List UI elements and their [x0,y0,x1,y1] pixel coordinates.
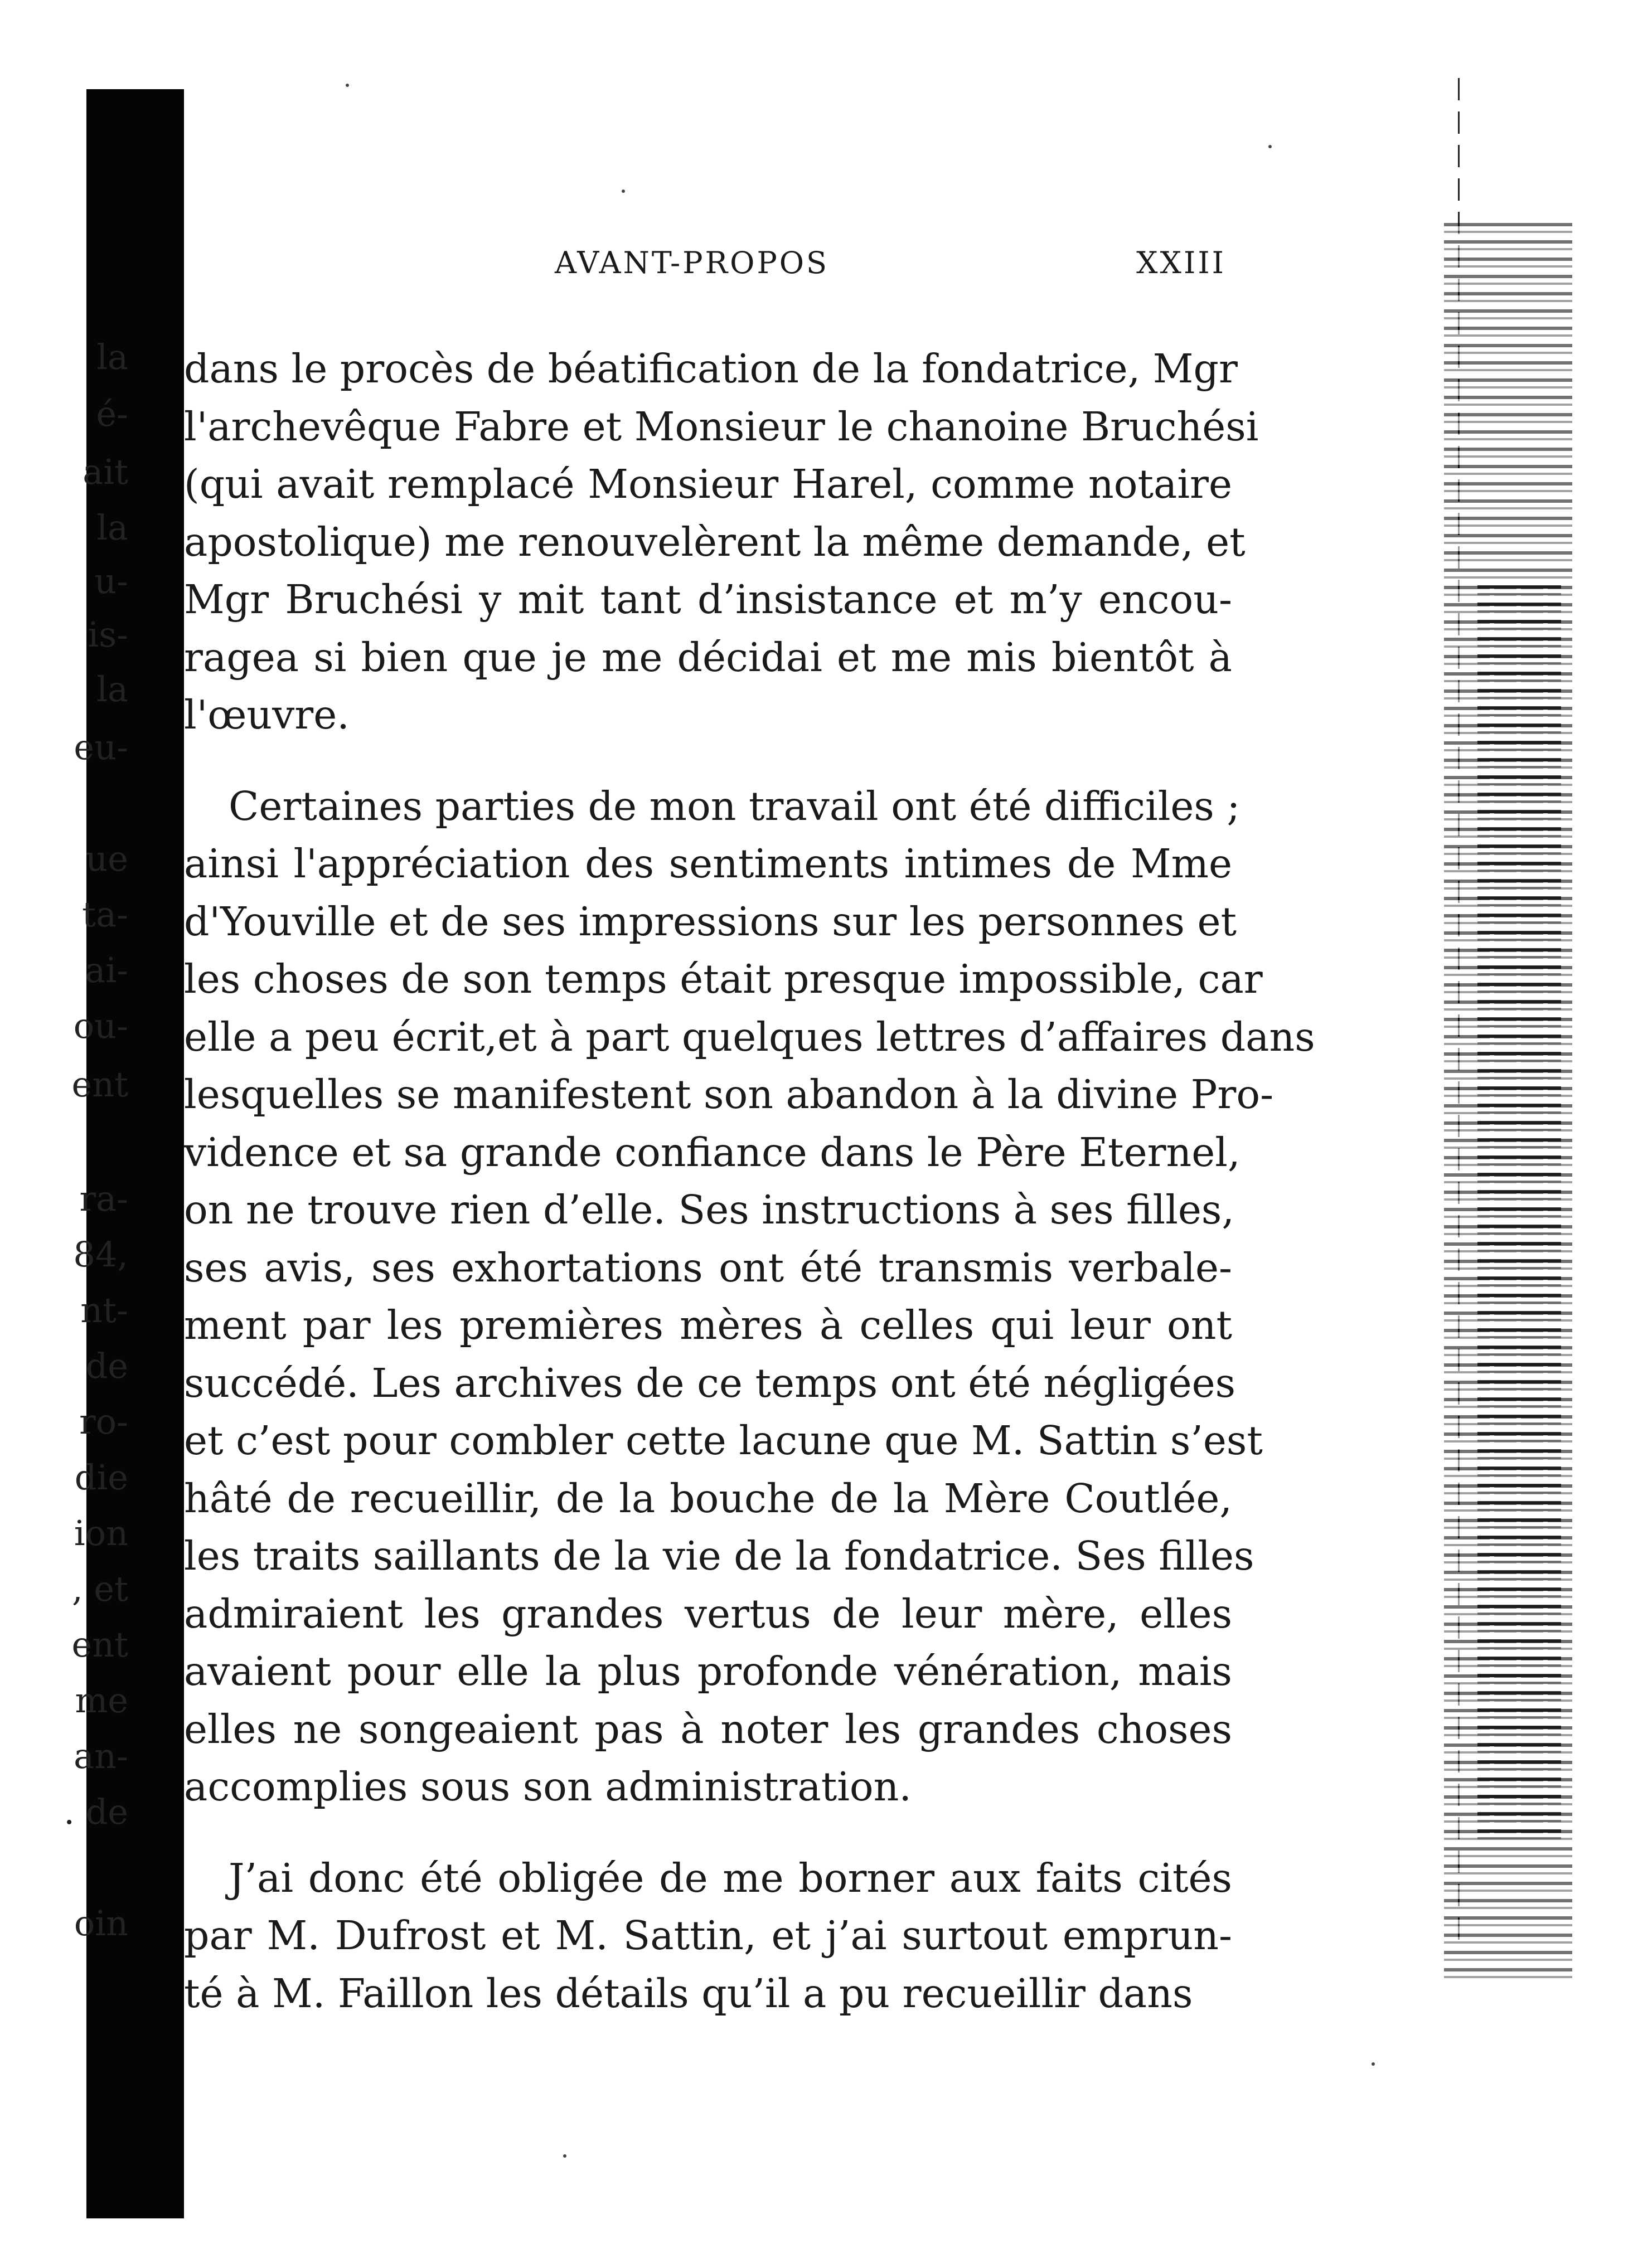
scan-speck [563,2154,566,2158]
text-line: et c’est pour combler cette lacune que M. Sattin s’est [184,1417,1263,1464]
header-title: AVANT-PROPOS [555,245,830,280]
text-line: elles ne songeaient pas à noter les grandes choses [184,1706,1232,1752]
text-line: apostolique) me renouvelèrent la même demande, et [184,518,1246,565]
bleed-fragment: 84, [73,1234,128,1275]
bleed-fragment: ion [74,1513,128,1553]
text-line: les choses de son temps était presque impossible, car [184,956,1263,1002]
bleed-fragment: de [85,1346,128,1386]
bleed-fragment: is- [88,614,128,655]
text-line: accomplies sous son administration. [184,1764,912,1810]
bleed-fragment: , et [71,1568,128,1609]
bleed-fragment: ou- [73,1006,128,1046]
text-line: ragea si bien que je me décidai et me mis bientôt à [184,634,1232,681]
text-line: succédé. Les archives de ce temps ont été négligées [184,1359,1236,1406]
bleed-fragment: ue [85,838,128,879]
text-line: Mgr Bruchési y mit tant d’insistance et m’y encou- [184,576,1232,623]
bleed-fragment: die [74,1457,128,1498]
bleed-fragment: u- [94,561,128,601]
bleed-fragment: me [75,1680,128,1721]
text-line: d'Youville et de ses impressions sur les personnes et [184,898,1237,945]
bleed-fragment: ai- [85,950,128,990]
text-line: ses avis, ses exhortations ont été transmis verbale- [184,1244,1232,1291]
text-line: té à M. Faillon les détails qu’il a pu recueillir dans [184,1970,1193,2017]
text-line: avaient pour elle la plus profonde vénération, mais [184,1648,1232,1694]
bleed-fragment: . de [64,1791,128,1832]
text-line: dans le procès de béatification de la fondatrice, Mgr [184,346,1238,392]
scan-speck [1372,2062,1375,2066]
text-line: les traits saillants de la vie de la fondatrice. Ses filles [184,1533,1254,1579]
scan-speck [622,190,625,193]
text-line: hâté de recueillir, de la bouche de la Mère Coutlée, [184,1475,1232,1522]
bleed-fragment: ait [83,451,128,492]
bleed-fragment: ent [71,1624,128,1665]
body-text [184,340,1315,2022]
scan-speck [1268,145,1272,148]
bleed-fragment: nt- [80,1290,128,1330]
text-line: J’ai donc été obligée de me borner aux faits cités [229,1854,1232,1901]
scan-speck [346,84,349,87]
bleed-fragment: an- [74,1736,128,1776]
page-number: XXIII [1136,245,1226,280]
bleed-fragment: ent [71,1064,128,1105]
bleed-fragment: ro- [79,1401,128,1442]
bleed-fragment: eu- [74,727,128,768]
text-line: Certaines parties de mon travail ont été difficiles ; [229,783,1241,829]
text-line: par M. Dufrost et M. Sattin, et j’ai surtout emprun- [184,1912,1232,1959]
text-line: on ne trouve rien d’elle. Ses instructions à ses filles, [184,1187,1234,1233]
bleed-fragment: ta- [82,894,128,935]
scan-noise-right-dense [1477,585,1561,1839]
paragraph-gap [184,744,1232,778]
text-line: l'archevêque Fabre et Monsieur le chanoine Bruchési [184,403,1259,450]
text-line: (qui avait remplacé Monsieur Harel, comme notaire [184,461,1232,507]
text-line: admiraient les grandes vertus de leur mère, elles [184,1590,1232,1637]
text-line: ainsi l'appréciation des sentiments intimes de Mme [184,841,1232,887]
text-line: l'œuvre. [184,692,350,738]
paragraph-gap [184,1816,1232,1849]
bleed-fragment: la [96,669,128,710]
bleed-fragment: ra- [79,1178,128,1219]
text-line: vidence et sa grande confiance dans le Père Eternel, [184,1129,1241,1176]
text-line: elle a peu écrit,et à part quelques lettres d’affaires dans [184,1013,1315,1060]
bleed-fragment: la [96,337,128,377]
running-header [555,245,1226,290]
bleed-fragment: oin [74,1903,128,1944]
bleed-fragment: é- [96,394,128,434]
text-line: lesquelles se manifestent son abandon à la divine Pro- [184,1071,1274,1118]
bleed-fragment: la [96,507,128,548]
text-line: ment par les premières mères à celles qui leur ont [184,1302,1232,1348]
